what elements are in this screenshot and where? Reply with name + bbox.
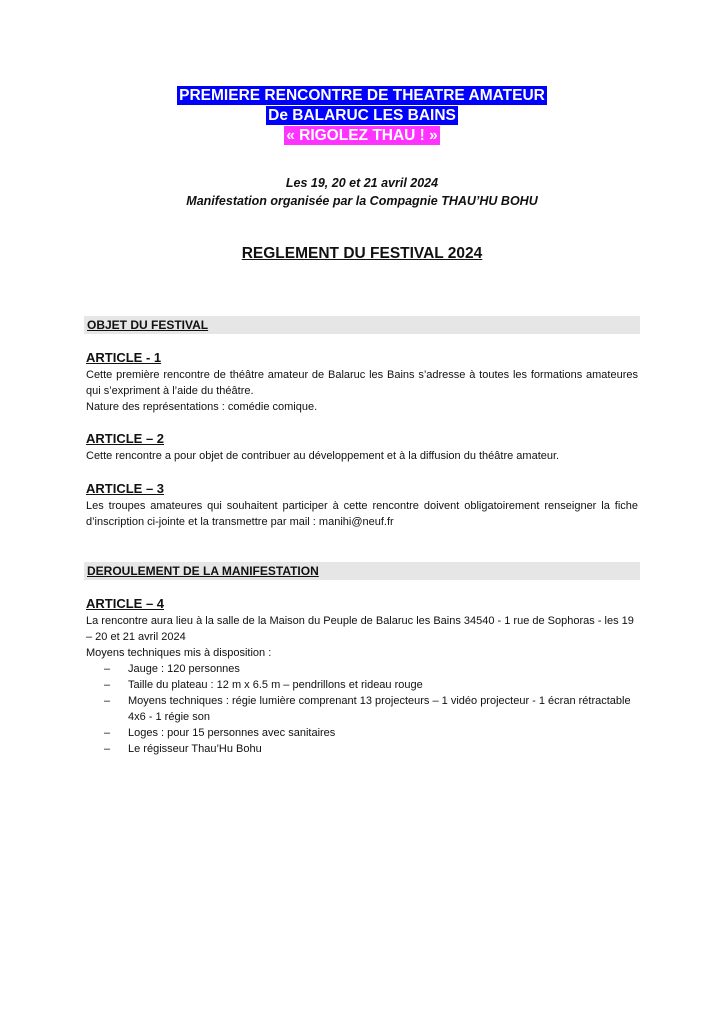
list-item: – Loges : pour 15 personnes avec sanitaires xyxy=(104,727,336,739)
section-deroulement xyxy=(84,562,640,580)
article-4-venue: La rencontre aura lieu à la salle de la Maison du Peuple de Balaruc les Bains 34540 - 1 rue de Sophoras - les 19 – 20 et 21 avril 2024 xyxy=(86,615,634,643)
section-objet xyxy=(84,316,640,334)
list-item: – Taille du plateau : 12 m x 6.5 m – pendrillons et rideau rouge xyxy=(104,679,423,691)
list-item: – Le régisseur Thau’Hu Bohu xyxy=(104,743,262,755)
article-1-nature: Nature des représentations : comédie comique. xyxy=(86,401,318,413)
list-item: – Jauge : 120 personnes xyxy=(104,663,240,675)
festival-subheader xyxy=(0,174,724,210)
section-deroulement-label: DEROULEMENT DE LA MANIFESTATION xyxy=(87,564,319,578)
festival-organizer: Manifestation organisée par la Compagnie THAU’HU BOHU xyxy=(186,194,538,208)
festival-dates: Les 19, 20 et 21 avril 2024 xyxy=(285,176,439,190)
article-1-heading: ARTICLE - 1 xyxy=(86,350,162,365)
header-slogan-line: « RIGOLEZ THAU ! » xyxy=(286,127,438,144)
article-1-text: Cette première rencontre de théâtre amateur de Balaruc les Bains s’adresse à toutes les formations amateures qui s’expriment à l’aide du théâtre. xyxy=(86,369,638,397)
article-2-heading: ARTICLE – 2 xyxy=(86,431,165,446)
list-item: – Moyens techniques : régie lumière comprenant 13 projecteurs – 1 vidéo projecteur - 1 écran rétractable 4x6 - 1 régie son xyxy=(104,695,631,723)
section-objet-label: OBJET DU FESTIVAL xyxy=(87,318,209,332)
festival-header xyxy=(0,86,724,146)
article-4-heading: ARTICLE – 4 xyxy=(86,596,165,611)
article-3-text: Les troupes amateures qui souhaitent participer à cette rencontre doivent obligatoirement renseigner la fiche d’inscription ci-jointe et la transmettre par mail : manihi@neuf.fr xyxy=(86,500,638,528)
header-location-line: De BALARUC LES BAINS xyxy=(268,107,456,124)
article-2-text: Cette rencontre a pour objet de contribuer au développement et à la diffusion du théâtre amateur. xyxy=(86,450,560,462)
article-3-heading: ARTICLE – 3 xyxy=(86,481,165,496)
header-title-line: PREMIERE RENCONTRE DE THEATRE AMATEUR xyxy=(179,87,545,104)
article-4-means-intro: Moyens techniques mis à disposition : xyxy=(86,647,272,659)
technical-means-list xyxy=(86,661,638,757)
document-title: REGLEMENT DU FESTIVAL 2024 xyxy=(241,245,483,262)
